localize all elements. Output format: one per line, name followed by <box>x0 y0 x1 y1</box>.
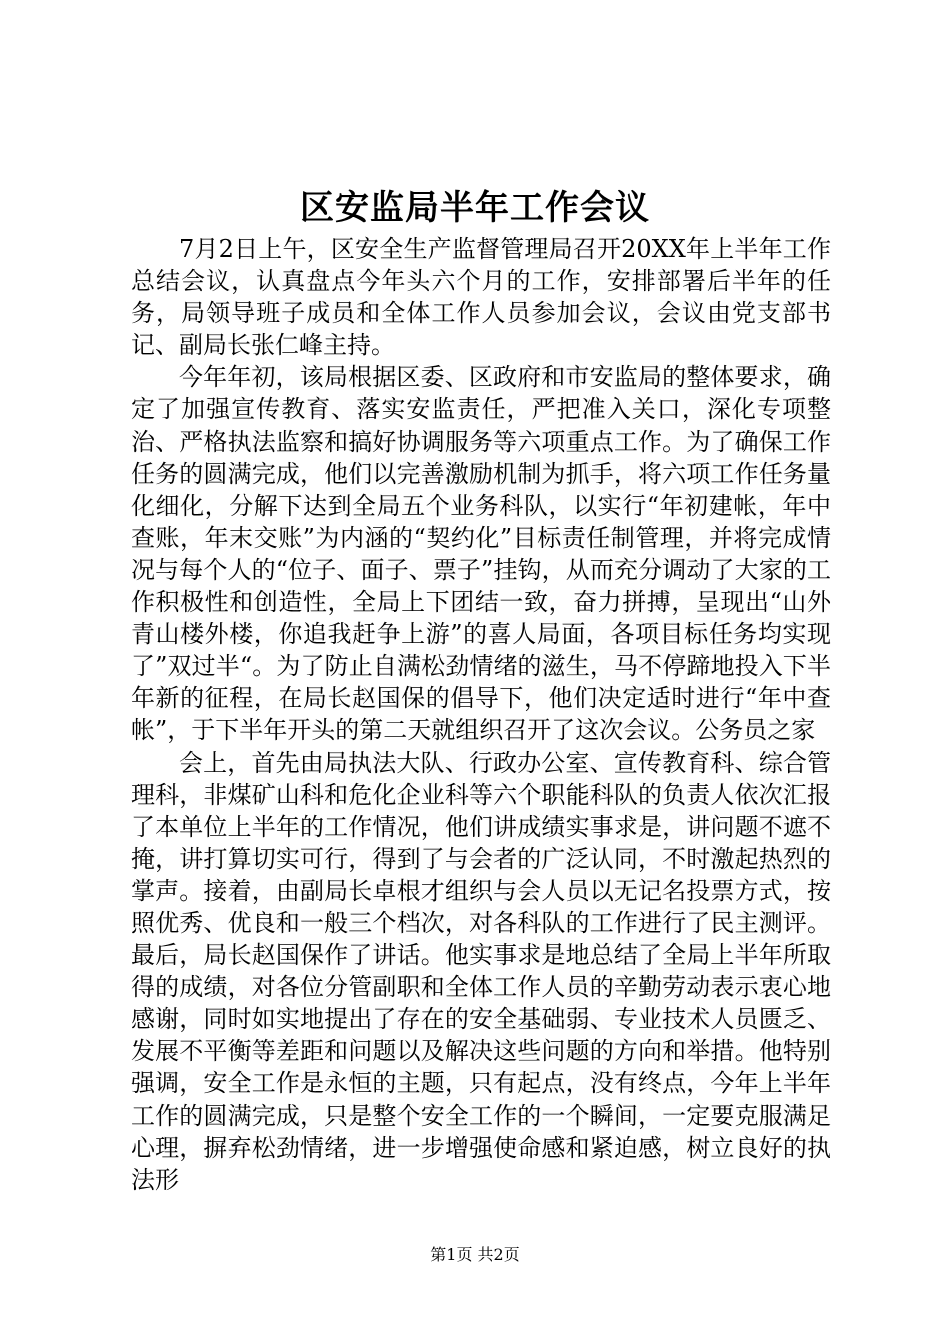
paragraph-1: 7月2日上午，区安全生产监督管理局召开20XX年上半年工作总结会议，认真盘点今年头六个月的工作，安排部署后半年的任务，局领导班子成员和全体工作人员参加会议，会议由党支部书记、副局长张仁峰主持。 <box>131 235 831 360</box>
paragraph-2: 今年年初，该局根据区委、区政府和市安监局的整体要求，确定了加强宣传教育、落实安监责任，严把准入关口，深化专项整治、严格执法监察和搞好协调服务等六项重点工作。为了确保工作任务的圆满完成，他们以完善激励机制为抓手，将六项工作任务量化细化，分解下达到全局五个业务科队，以实行“年初建帐，年中查账，年末交账”为内涵的“契约化”目标责任制管理，并将完成情况与每个人的“位子、面子、票子”挂钩，从而充分调动了大家的工作积极性和创造性，全局上下团结一致，奋力拼搏，呈现出“山外青山楼外楼，你追我赶争上游”的喜人局面，各项目标任务均实现了”双过半“。为了防止自满松劲情绪的滋生，马不停蹄地投入下半年新的征程，在局长赵国保的倡导下，他们决定适时进行“年中查帐”，于下半年开头的第二天就组织召开了这次会议。公务员之家 <box>131 363 831 745</box>
document-title: 区安监局半年工作会议 <box>300 188 650 228</box>
document-body <box>131 233 831 1196</box>
paragraph-3: 会上，首先由局执法大队、行政办公室、宣传教育科、综合管理科，非煤矿山科和危化企业科等六个职能科队的负责人依次汇报了本单位上半年的工作情况，他们讲成绩实事求是，讲问题不遮不掩，讲打算切实可行，得到了与会者的广泛认同，不时激起热烈的掌声。接着，由副局长卓根才组织与会人员以无记名投票方式，按照优秀、优良和一般三个档次，对各科队的工作进行了民主测评。最后，局长赵国保作了讲话。他实事求是地总结了全局上半年所取得的成绩，对各位分管副职和全体工作人员的辛勤劳动表示衷心地感谢，同时如实地提出了存在的安全基础弱、专业技术人员匮乏、发展不平衡等差距和问题以及解决这些问题的方向和举措。他特别强调，安全工作是永恒的主题，只有起点，没有终点，今年上半年工作的圆满完成，只是整个安全工作的一个瞬间，一定要克服满足心理，摒弃松劲情绪，进一步增强使命感和紧迫感，树立良好的执法形 <box>131 748 831 1194</box>
page-footer: 第1页 共2页 <box>430 1245 520 1264</box>
